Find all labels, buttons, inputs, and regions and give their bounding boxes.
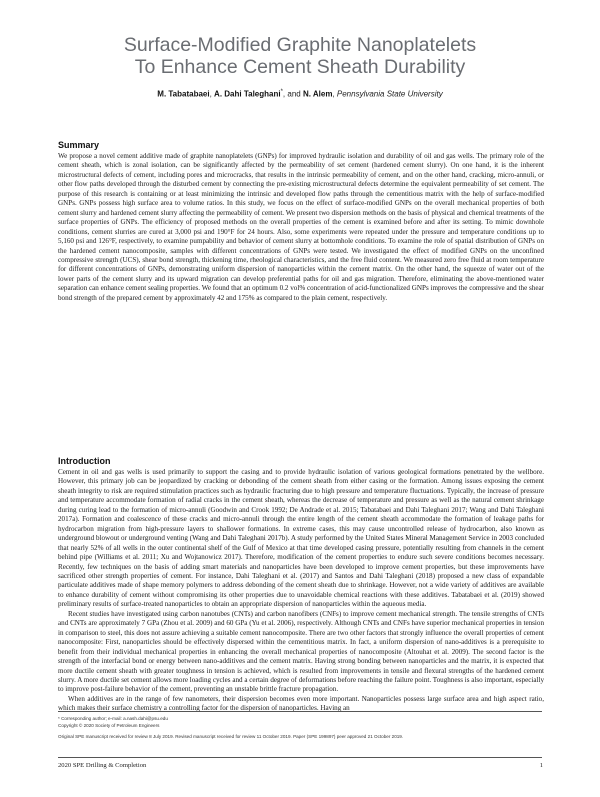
footnote-divider bbox=[58, 711, 542, 712]
introduction-paragraph-2: Recent studies have investigated using carbon nanotubes (CNTs) and carbon nanofibers (CNFs) to improve cement mechanical strength. The tensile strengths of CNTs and CNTs are approximately 7 GPa (Zhou et al. 2009) and 60 GPa (Yu et al. 2006), respectively. Although CNTs and CNFs have superior mechanical properties in tension in comparison to steel, this does not assure achieving a suitable cement nanocomposite. There are two other factors that strongly influence the overall properties of cement nanocomposite: First, nanoparticles should be effectively dispersed within the cementitious matrix. In fact, a uniform dispersion of nano-additives is a prerequisite to benefit from their individual mechanical properties in enhancing the overall mechanical properties of nanocomposite (Altouhat et al. 2009). The second factor is the strength of the interfacial bond or energy between nano-additives and the cement matrix. Having strong bonding between nanoparticles and the matrix, it is expected that more ductile cement sheath with greater toughness in tension is achieved, which is resulted from improvements in tensile and flexural strengths of the hardened cement slurry. A more ductile set cement allows more loading cycles and a certain degree of deformations before reaching the failure point. Toughness is also important, especially to improve post-failure behavior of the cement, preventing an unstable brittle fracture propagation. bbox=[58, 609, 544, 694]
corresponding-author-mark: * bbox=[280, 89, 283, 95]
author-3: N. Alem bbox=[302, 89, 333, 99]
footnotes bbox=[58, 715, 544, 740]
author-separator-1: , bbox=[209, 89, 215, 99]
author-separator-3: , bbox=[332, 89, 337, 99]
author-1: M. Tabatabaei bbox=[157, 89, 210, 99]
summary-section bbox=[58, 152, 544, 303]
introduction-paragraph-3: When additives are in the range of few nanometers, their dispersion becomes even more important. Nanoparticles possess large surface area and high aspect ratio, which makes their surface chemistry a controlling factor for the dispersion of nanoparticles. Having an bbox=[58, 694, 544, 713]
footer-divider bbox=[58, 757, 542, 758]
copyright-note: Copyright © 2020 Society of Petroleum Engineers bbox=[58, 723, 160, 728]
title-line-1: Surface-Modified Graphite Nanoplatelets bbox=[123, 34, 477, 56]
introduction-paragraph-1: Cement in oil and gas wells is used primarily to support the casing and to provide hydraulic isolation of various geological formations penetrated by the wellbore. However, this primary job can be jeopardized by cracking or debonding of the cement sheath from either casing or the formation. Among issues exposing the cement sheath integrity to risk are required stimulation practices such as hydraulic fracturing due to high pressure and temperature fluctuations. Typically, the increase of pressure and temperature accommodate formation of radial cracks in the cement sheath, whereas the decrease of temperature and pressure as well as the natural cement shrinkage during curing lead to the formation of micro-annuli (Goodwin and Crook 1992; De Andrade et al. 2015; Tabatabaei and Dahi Taleghani 2017; Wang and Dahi Taleghani 2017a). Formation and coalescence of these cracks and micro-annuli through the entire length of the cement sheath accommodate the formation of leakage paths for hydrocarbon migration from high-pressure layers to shallower formations. In extreme cases, this may cause uncontrolled release of hydrocarbon, also known as underground blowout or underground venting (Wang and Dahi Taleghani 2017b). A study performed by the United States Mineral Management Service in 2003 concluded that nearly 52% of all wells in the outer continental shelf of the Gulf of Mexico at that time developed casing pressure, potentially resulting from channels in the cement behind pipe (Williams et al. 2011; Xu and Wojtanowicz 2017). Therefore, modification of the cement properties to endure such severe conditions becomes necessary. Recently, few techniques on the basis of adding smart materials and nanoparticles have been developed to improve cement properties, but these improvements have sacrificed other strength properties of cement. For instance, Dahi Taleghani et al. (2017) and Santos and Dahi Taleghani (2018) proposed a new class of expandable particulate additives made of shape memory polymers to address debonding of the cement sheath due to shrinkage. However, not a wide variety of additives are available to enhance durability of cement without compromising its other properties due to unavoidable chemical reactions with these additives. Tabatabaei et al. (2019) showed preliminary results of surface-treated nanoparticles to obtain an appropriate dispersion of nanoparticles within the aqueous media. bbox=[58, 468, 544, 609]
author-line bbox=[40, 87, 560, 100]
journal-footer: 2020 SPE Drilling & Completion bbox=[58, 762, 147, 769]
summary-heading: Summary bbox=[58, 140, 100, 150]
paper-title bbox=[40, 34, 560, 78]
introduction-heading: Introduction bbox=[58, 456, 111, 466]
author-affiliation: Pennsylvania State University bbox=[336, 89, 443, 99]
corresponding-author-note: * Corresponding author; e-mail: a.nash.dahi@psu.edu bbox=[58, 716, 168, 721]
title-line-2: To Enhance Cement Sheath Durability bbox=[134, 56, 466, 78]
introduction-section bbox=[58, 468, 544, 714]
manuscript-history-note: Original SPE manuscript received for review 8 July 2019. Revised manuscript received for review 11 October 2019. Paper (SPE 199897) peer approved 21 October 2019. bbox=[58, 734, 404, 739]
page-number: 1 bbox=[539, 762, 543, 769]
summary-text: We propose a novel cement additive made of graphite nanoplatelets (GNPs) for improved hydraulic isolation and durability of oil and gas wells. The primary role of the cement sheath, which is zonal isolation, can be significantly affected by the permeability of set cement (hardened cement slurry). On one hand, it is the inherent microstructural defects of cement, including pores and microcracks, that results in the intrinsic permeability of cement, and on the other hand, cracking, micro-annuli, or other flow paths developed through the disturbed cement by connecting the pre-existing microstructural defects determine the equivalent permeability of set cement. The purpose of this research is containing or at least minimizing the intrinsic and developed flow paths through the cementitious matrix with the help of surface-modified GNPs. GNPs possess high surface area to volume ratios. In this study, we focus on the effect of surface-modified GNPs on the overall mechanical properties of both cement slurry and hardened cement slurry affecting the permeability of cement. We present two dispersion methods on the basis of physical and chemical treatments of the surface properties of GNPs. The efficiency of proposed methods on the overall properties of the cement is examined before and after its setting. To mimic downhole conditions, cement slurries are cured at 3,000 psi and 190°F for 24 hours. Also, some experiments were repeated under the pressure and temperature conditions up to 5,160 psi and 126°F, respectively, to examine pumpability and behavior of cement slurry at bottomhole conditions. To examine the role of spatial distribution of GNPs on the hardened cement nanocomposite, samples with different concentrations of GNPs were tested. We investigated the effect of modified GNPs on the unconfined compressive strength (UCS), shear bond strength, thickening time, rheological characteristics, and the free fluid content. We measured zero free fluid at room temperature for different concentrations of GNPs, demonstrating uniform dispersion of nanoparticles within the cement matrix. On the other hand, the squeeze of water out of the lower parts of the cement slurry and its upward migration can develop preferential paths for oil and gas migration. Therefore, eliminating the above-mentioned water separation can enhance cement sealing properties. We found that an optimum 0.2 vol% concentration of acid-functionalized GNPs improves the compressive and the shear bond strength of the prepared cement by approximately 42 and 175% as compared to the plain cement, respectively. bbox=[58, 152, 544, 302]
author-separator-2: , and bbox=[282, 89, 303, 99]
author-2: A. Dahi Taleghani bbox=[214, 89, 281, 99]
